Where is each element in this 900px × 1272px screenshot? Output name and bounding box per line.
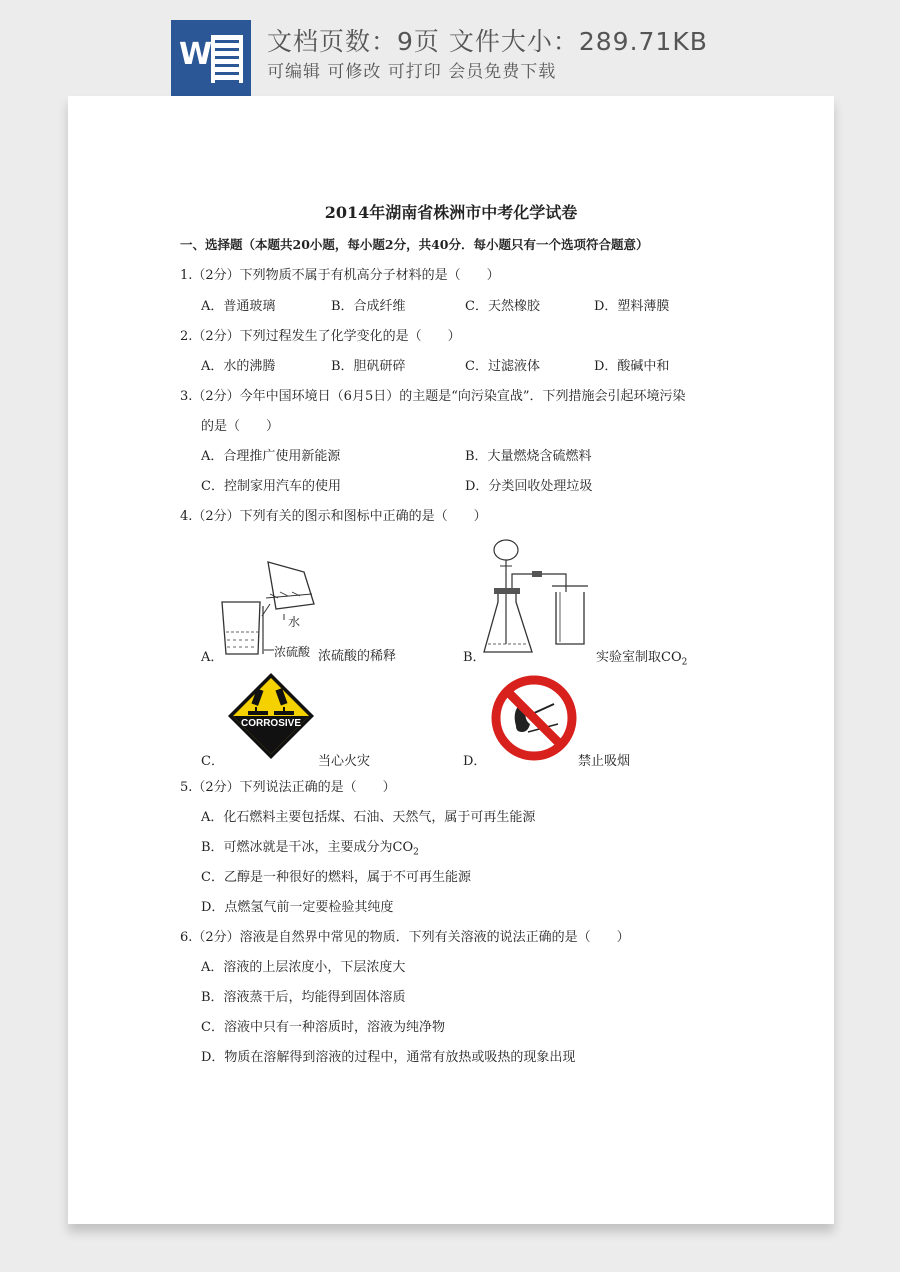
q4-option-c-label: C．	[201, 754, 224, 769]
question-1-stem: 1.（2分）下列物质不属于有机高分子材料的是（ ）	[180, 268, 500, 283]
q5-option-b: B．可燃冰就是干冰，主要成分为$CO_2$	[201, 840, 419, 858]
question-5-stem: 5.（2分）下列说法正确的是（ ）	[180, 780, 396, 795]
q5-option-d: D．点燃氢气前一定要检验其纯度	[201, 900, 394, 915]
word-icon-letter: W	[179, 37, 213, 72]
section-heading: 一、选择题（本题共20小题，每小题2分，共40分．每小题只有一个选项符合题意）	[180, 237, 649, 252]
q3-option-b: B．大量燃烧含硫燃料	[465, 449, 592, 464]
question-3-stem: 3.（2分）今年中国环境日（6月5日）的主题是“向污染宣战”．下列措施会引起环境污染	[180, 389, 686, 404]
question-2-stem: 2.（2分）下列过程发生了化学变化的是（ ）	[180, 329, 461, 344]
download-banner	[0, 0, 900, 96]
q1-option-a: A．普通玻璃	[201, 299, 276, 314]
q4-option-b-caption: 实验室制取$CO_2$	[596, 650, 688, 668]
question-3-stem-cont: 的是（ ）	[201, 419, 280, 434]
no-smoking-sign-figure	[488, 674, 580, 762]
q2-option-c: C．过滤液体	[465, 359, 540, 374]
q6-option-b: B．溶液蒸干后，均能得到固体溶质	[201, 990, 406, 1005]
q4-option-d-caption: 禁止吸烟	[578, 754, 631, 769]
q2-option-d: D．酸碱中和	[594, 359, 670, 374]
q4-option-a-label: A．	[201, 650, 224, 665]
q3-option-c: C．控制家用汽车的使用	[201, 479, 341, 494]
q4-option-c-caption: 当心火灾	[318, 754, 371, 769]
q2-option-a: A．水的沸腾	[201, 359, 276, 374]
corrosive-sign-figure	[226, 671, 316, 761]
q5-option-c: C．乙醇是一种很好的燃料，属于不可再生能源	[201, 870, 471, 885]
q6-option-d: D．物质在溶解得到溶液的过程中，通常有放热或吸热的现象出现	[201, 1050, 576, 1065]
q1-option-b: B．合成纤维	[331, 299, 406, 314]
co2-apparatus-figure	[480, 534, 598, 660]
q1-option-d: D．塑料薄膜	[594, 299, 670, 314]
document-page	[68, 96, 834, 1224]
q4-option-b-label: B．	[463, 650, 486, 665]
acid-dilution-figure	[218, 554, 328, 666]
q4-option-d-label: D．	[463, 754, 487, 769]
q2-option-b: B．胆矾研碎	[331, 359, 406, 374]
file-info-subtitle: 可编辑 可修改 可打印 会员免费下载	[267, 62, 557, 82]
q6-option-c: C．溶液中只有一种溶质时，溶液为纯净物	[201, 1020, 445, 1035]
q1-option-c: C．天然橡胶	[465, 299, 540, 314]
q6-option-a: A．溶液的上层浓度小，下层浓度大	[201, 960, 406, 975]
file-info-title: 文档页数：9页 文件大小：289.71KB	[267, 27, 708, 56]
figure-a-water-label: 水	[288, 615, 301, 629]
corrosive-sign-text: CORROSIVE	[240, 718, 302, 729]
q3-option-d: D．分类回收处理垃圾	[465, 479, 593, 494]
word-document-icon	[171, 20, 251, 96]
q3-option-a: A．合理推广使用新能源	[201, 449, 341, 464]
question-4-stem: 4.（2分）下列有关的图示和图标中正确的是（ ）	[180, 509, 487, 524]
q5-option-a: A．化石燃料主要包括煤、石油、天然气，属于可再生能源	[201, 810, 536, 825]
exam-title: 2014年湖南省株洲市中考化学试卷	[324, 203, 578, 222]
figure-a-acid-label: 浓硫酸	[274, 645, 311, 659]
question-6-stem: 6.（2分）溶液是自然界中常见的物质．下列有关溶液的说法正确的是（ ）	[180, 930, 630, 945]
q4-option-a-caption: 浓硫酸的稀释	[318, 649, 397, 664]
